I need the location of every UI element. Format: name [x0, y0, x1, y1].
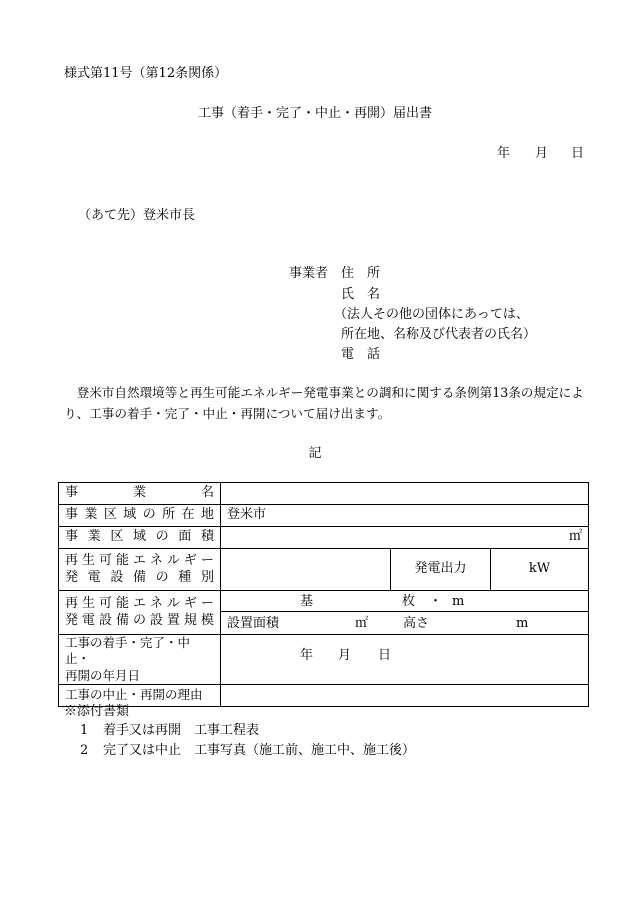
addressee: （あて先）登米市長 [78, 208, 196, 223]
table-row [59, 591, 589, 612]
count-unit: 基 [300, 594, 314, 609]
site-location-label: 事 業 区 域 の 所 在 地 [59, 505, 221, 527]
work-date-label-line2: 再開の年月日 [65, 667, 141, 683]
installation-area-label: 設置面積 [227, 616, 280, 631]
table-row [59, 549, 589, 591]
installation-area-unit: ㎡ [355, 616, 369, 631]
installation-area-field[interactable] [221, 612, 589, 635]
work-date-month: 月 [338, 648, 352, 663]
equipment-type-label: 再 生 可 能 エ ネ ル ギ ー 発 電 設 備 の 種 別 [59, 549, 221, 591]
table-row [59, 527, 589, 549]
site-area-field[interactable]: ㎡ [221, 527, 589, 549]
height-unit: m [516, 616, 529, 631]
sheet-unit: 枚 [402, 594, 416, 609]
table-row [59, 483, 589, 505]
length-unit: m [452, 594, 465, 609]
corporate-note-line1: （法人その他の団体にあっては、 [334, 307, 529, 322]
equipment-scale-label: 再 生 可 能 エ ネ ル ギ ー 発 電 設 備 の 設 置 規 模 [59, 591, 221, 635]
table-row [59, 635, 589, 685]
document-title: 工事（着手・完了・中止・再開）届出書 [197, 106, 432, 121]
corporate-note-line2: 所在地、名称及び代表者の氏名） [341, 327, 537, 342]
site-location-field[interactable]: 登米市 [221, 505, 589, 527]
work-date-field[interactable] [221, 635, 589, 685]
body-text-line1: 登米市自然環境等と再生可能エネルギー発電事業との調和に関する条例第13条の規定によ [64, 385, 584, 400]
site-area-label: 事 業 区 域 の 面 積 [59, 527, 221, 549]
work-date-label [59, 635, 221, 685]
attachment-2-text: 完了又は中止 工事写真（施工前、施工中、施工後） [103, 743, 416, 758]
project-name-field[interactable] [221, 483, 589, 505]
power-output-label: 発電出力 [391, 549, 491, 591]
ki-heading: 記 [308, 446, 322, 461]
attachment-2-number: 2 [80, 743, 89, 758]
date-day: 日 [571, 146, 585, 161]
equipment-type-field[interactable] [221, 549, 391, 591]
attachment-1-number: 1 [80, 723, 89, 738]
phone-label: 電 話 [341, 347, 381, 362]
form-number: 様式第11号（第12条関係） [64, 66, 228, 81]
attachments-heading: ※添付書類 [64, 704, 130, 719]
table-row [59, 684, 589, 706]
date-year: 年 [497, 146, 511, 161]
applicant-role: 事業者 [289, 266, 329, 281]
attachment-1-text: 着手又は再開 工事工程表 [103, 723, 260, 738]
body-text-line2: り、工事の着手・完了・中止・再開について届け出ます。 [64, 406, 391, 421]
stop-reason-label: 工事の中止・再開の理由 [59, 684, 221, 706]
height-label: 高さ [403, 616, 430, 631]
project-name-label-text: 事 業 名 [65, 485, 214, 501]
power-output-field[interactable]: kW [491, 549, 589, 591]
table-row [59, 505, 589, 527]
stop-reason-field[interactable] [221, 684, 589, 706]
work-date-label-line1: 工事の着手・完了・中止・ [65, 635, 191, 667]
work-date-year: 年 [300, 648, 314, 663]
work-date-day: 日 [378, 648, 392, 663]
notification-table [58, 482, 589, 707]
equipment-count-field[interactable] [221, 591, 589, 612]
separator-dot: ・ [429, 594, 443, 609]
address-label: 住 所 [341, 266, 381, 281]
date-month: 月 [535, 146, 549, 161]
project-name-label [59, 483, 221, 505]
name-label: 氏 名 [341, 287, 381, 302]
